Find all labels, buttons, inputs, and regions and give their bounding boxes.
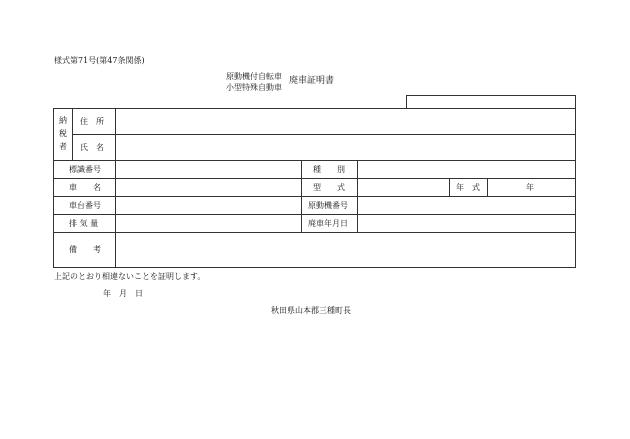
address-label: 住 所 (80, 117, 104, 126)
name-label: 氏 名 (80, 143, 104, 152)
chassis-number-label: 車台番号 (69, 201, 101, 210)
displacement-field[interactable] (116, 215, 301, 232)
year-model-label: 年 式 (456, 183, 480, 192)
vehicle-type-special: 小型特殊自動車 (226, 83, 282, 92)
issuer: 秋田県山本郡三種町長 (271, 306, 351, 315)
category-label: 種 別 (313, 165, 345, 174)
form-number: 様式第71号(第47条関係) (54, 56, 145, 65)
vehicle-name-label: 車 名 (69, 183, 101, 192)
vehicle-name-field[interactable] (116, 179, 301, 196)
address-field[interactable] (116, 109, 575, 134)
model-field[interactable] (358, 179, 449, 196)
scrap-date-field[interactable] (358, 215, 575, 232)
page-title: 廃車証明書 (289, 76, 335, 86)
certification-date: 年 月 日 (103, 289, 143, 298)
vehicle-type-moped: 原動機付自転車 (226, 72, 282, 81)
certification-statement: 上記のとおり相違ないことを証明します。 (54, 272, 206, 281)
scrap-date-label: 廃車年月日 (308, 219, 348, 228)
name-field[interactable] (116, 135, 575, 160)
displacement-label: 排 気 量 (69, 219, 99, 228)
engine-number-label: 原動機番号 (308, 201, 348, 210)
year-model-field[interactable] (488, 179, 524, 196)
remarks-field[interactable] (116, 233, 575, 267)
model-label: 型 式 (313, 183, 345, 192)
engine-number-field[interactable] (358, 197, 575, 214)
remarks-label: 備 考 (69, 245, 101, 254)
category-field[interactable] (358, 161, 575, 178)
sign-number-label: 標識番号 (69, 165, 101, 174)
sign-number-field[interactable] (116, 161, 301, 178)
year-unit: 年 (526, 183, 534, 192)
taxpayer-label: 納 税 者 (59, 116, 67, 151)
chassis-number-field[interactable] (116, 197, 301, 214)
